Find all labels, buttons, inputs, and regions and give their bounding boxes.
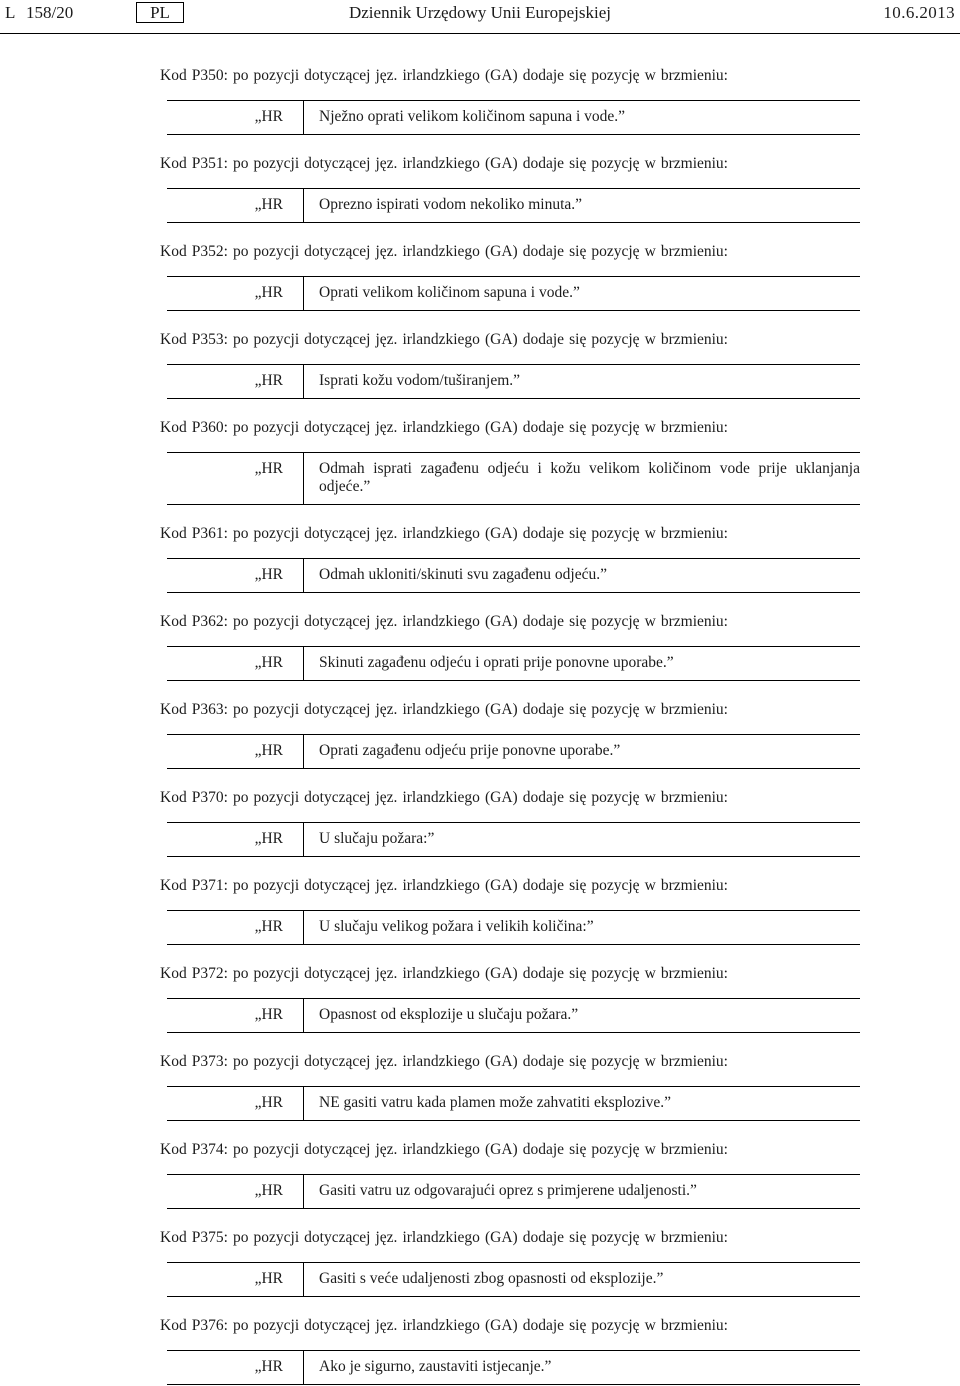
entry-text-cell: Oprati velikom količinom sapuna i vode.”: [319, 284, 580, 301]
entry-table: [167, 822, 860, 857]
amendment-intro: Kod P353: po pozycji dotyczącej jęz. irlandzkiego (GA) dodaje się pozycję w brzmieniu:: [160, 331, 728, 348]
amendment-entry: [0, 613, 960, 681]
language-code-cell: „HR: [167, 365, 304, 398]
amendment-intro: Kod P352: po pozycji dotyczącej jęz. irlandzkiego (GA) dodaje się pozycję w brzmieniu:: [160, 243, 728, 260]
amendment-intro: Kod P371: po pozycji dotyczącej jęz. irlandzkiego (GA) dodaje się pozycję w brzmieniu:: [160, 877, 728, 894]
amendment-intro: Kod P373: po pozycji dotyczącej jęz. irlandzkiego (GA) dodaje się pozycję w brzmieniu:: [160, 1053, 728, 1070]
amendment-intro: Kod P372: po pozycji dotyczącej jęz. irlandzkiego (GA) dodaje się pozycję w brzmieniu:: [160, 965, 728, 982]
entry-text-cell: U slučaju požara:”: [319, 830, 435, 847]
entry-text-cell: Odmah ukloniti/skinuti svu zagađenu odjeću.”: [319, 566, 607, 583]
language-badge: PL: [136, 2, 184, 23]
language-code-cell: „HR: [167, 1087, 304, 1120]
amendment-entry: [0, 67, 960, 135]
amendment-entry: [0, 331, 960, 399]
language-code-cell: „HR: [167, 189, 304, 222]
amendment-entry: [0, 419, 960, 505]
amendment-intro: Kod P375: po pozycji dotyczącej jęz. irlandzkiego (GA) dodaje się pozycję w brzmieniu:: [160, 1229, 728, 1246]
amendment-list: [0, 67, 960, 1385]
amendment-intro: Kod P351: po pozycji dotyczącej jęz. irlandzkiego (GA) dodaje się pozycję w brzmieniu:: [160, 155, 728, 172]
language-code-cell: „HR: [167, 559, 304, 592]
entry-table: [167, 188, 860, 223]
language-code-cell: „HR: [167, 735, 304, 768]
entry-table: [167, 734, 860, 769]
amendment-entry: [0, 877, 960, 945]
amendment-intro: Kod P376: po pozycji dotyczącej jęz. irlandzkiego (GA) dodaje się pozycję w brzmieniu:: [160, 1317, 728, 1334]
entry-text-cell: Gasiti vatru uz odgovarajući oprez s primjerene udaljenosti.”: [319, 1182, 697, 1199]
amendment-intro: Kod P363: po pozycji dotyczącej jęz. irlandzkiego (GA) dodaje się pozycję w brzmieniu:: [160, 701, 728, 718]
entry-text-cell: Isprati kožu vodom/tuširanjem.”: [319, 372, 521, 389]
amendment-entry: [0, 1053, 960, 1121]
entry-table: [167, 364, 860, 399]
amendment-entry: [0, 525, 960, 593]
entry-text-cell: Gasiti s veće udaljenosti zbog opasnosti od eksplozije.”: [319, 1270, 664, 1287]
amendment-entry: [0, 155, 960, 223]
entry-table: [167, 1086, 860, 1121]
language-code-cell: „HR: [167, 101, 304, 134]
amendment-entry: [0, 1317, 960, 1385]
series-number: L 158/20: [5, 3, 74, 22]
entry-text-cell: Nježno oprati velikom količinom sapuna i vode.”: [319, 108, 626, 125]
entry-table: [167, 1262, 860, 1297]
amendment-intro: Kod P362: po pozycji dotyczącej jęz. irlandzkiego (GA) dodaje się pozycję w brzmieniu:: [160, 613, 728, 630]
entry-text-cell: U slučaju velikog požara i velikih količina:”: [319, 918, 594, 935]
language-code-cell: „HR: [167, 453, 304, 504]
page-header: [0, 0, 960, 34]
language-code-cell: „HR: [167, 647, 304, 680]
entry-table: [167, 646, 860, 681]
language-code-cell: „HR: [167, 823, 304, 856]
entry-table: [167, 452, 860, 505]
amendment-intro: Kod P360: po pozycji dotyczącej jęz. irlandzkiego (GA) dodaje się pozycję w brzmieniu:: [160, 419, 728, 436]
entry-table: [167, 100, 860, 135]
entry-text-cell: Odmah isprati zagađenu odjeću i kožu velikom količinom vode prije uklanjanja odjeće.”: [319, 460, 860, 495]
amendment-entry: [0, 701, 960, 769]
entry-table: [167, 910, 860, 945]
language-code-cell: „HR: [167, 1351, 304, 1384]
amendment-entry: [0, 243, 960, 311]
entry-table: [167, 998, 860, 1033]
amendment-intro: Kod P361: po pozycji dotyczącej jęz. irlandzkiego (GA) dodaje się pozycję w brzmieniu:: [160, 525, 728, 542]
amendment-entry: [0, 789, 960, 857]
entry-text-cell: NE gasiti vatru kada plamen može zahvatiti eksplozive.”: [319, 1094, 672, 1111]
entry-text-cell: Ako je sigurno, zaustaviti istjecanje.”: [319, 1358, 552, 1375]
amendment-intro: Kod P374: po pozycji dotyczącej jęz. irlandzkiego (GA) dodaje się pozycję w brzmieniu:: [160, 1141, 728, 1158]
amendment-intro: Kod P350: po pozycji dotyczącej jęz. irlandzkiego (GA) dodaje się pozycję w brzmieniu:: [160, 67, 728, 84]
entry-text-cell: Oprezno ispirati vodom nekoliko minuta.”: [319, 196, 583, 213]
journal-title: Dziennik Urzędowy Unii Europejskiej: [348, 3, 611, 22]
language-code-cell: „HR: [167, 999, 304, 1032]
entry-table: [167, 558, 860, 593]
language-code-cell: „HR: [167, 1263, 304, 1296]
amendment-entry: [0, 965, 960, 1033]
language-code-cell: „HR: [167, 1175, 304, 1208]
amendment-intro: Kod P370: po pozycji dotyczącej jęz. irlandzkiego (GA) dodaje się pozycję w brzmieniu:: [160, 789, 728, 806]
language-code-cell: „HR: [167, 911, 304, 944]
language-code-cell: „HR: [167, 277, 304, 310]
entry-table: [167, 1174, 860, 1209]
entry-text-cell: Opasnost od eksplozije u slučaju požara.”: [319, 1006, 579, 1023]
entry-text-cell: Skinuti zagađenu odjeću i oprati prije ponovne uporabe.”: [319, 654, 674, 671]
entry-table: [167, 1350, 860, 1385]
amendment-entry: [0, 1229, 960, 1297]
publication-date: 10.6.2013: [883, 3, 955, 22]
amendment-entry: [0, 1141, 960, 1209]
entry-table: [167, 276, 860, 311]
entry-text-cell: Oprati zagađenu odjeću prije ponovne uporabe.”: [319, 742, 621, 759]
